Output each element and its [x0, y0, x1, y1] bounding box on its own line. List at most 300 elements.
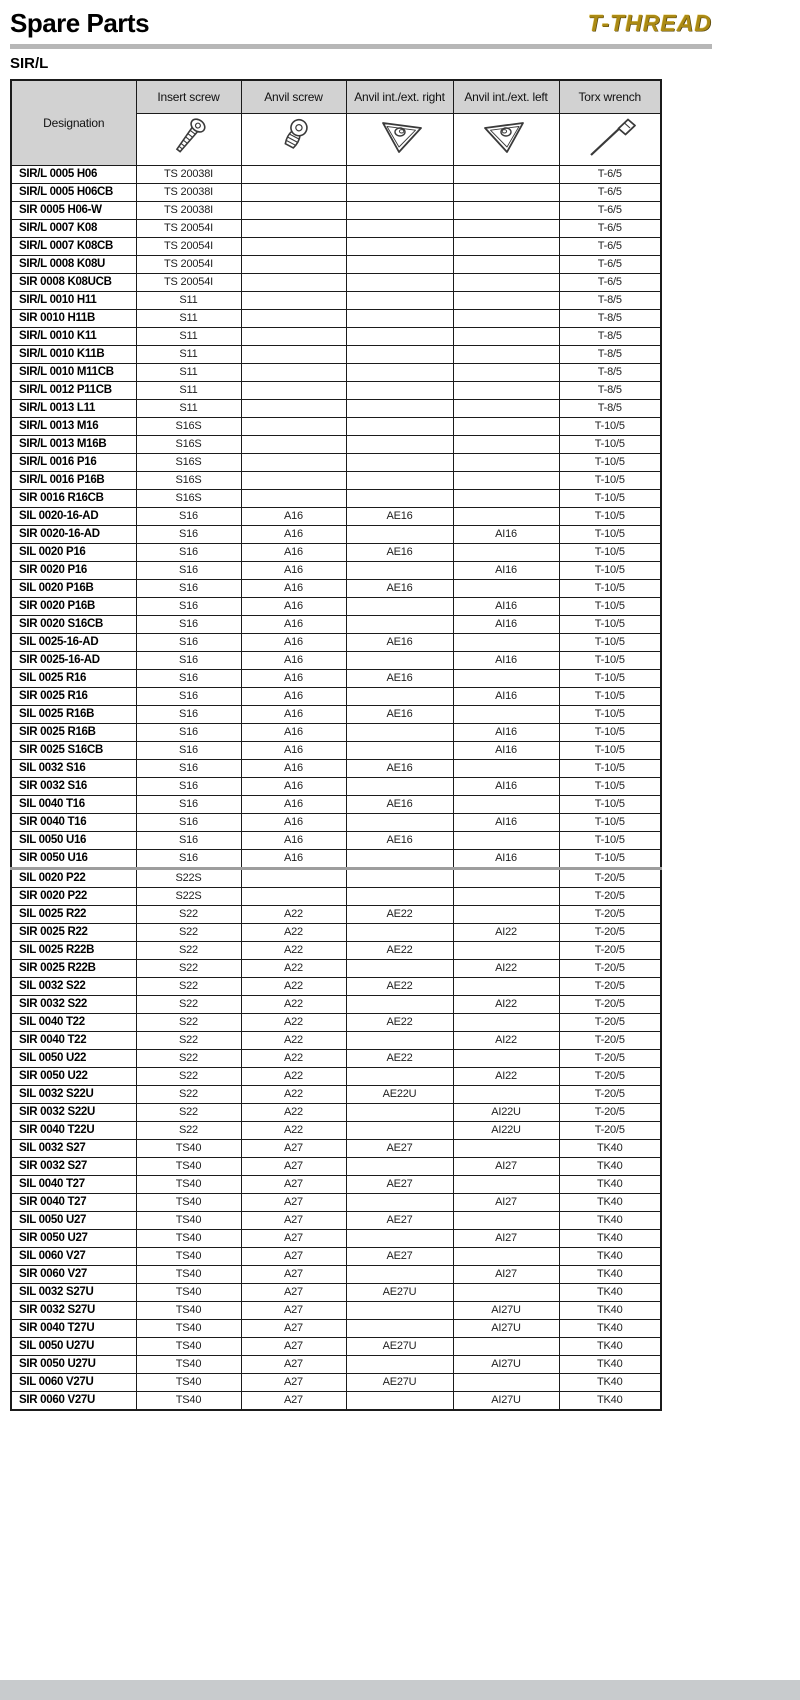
designation-cell: SIR 0050 U16 — [11, 849, 136, 868]
value-cell: A22 — [241, 1049, 346, 1067]
table-row — [11, 887, 661, 905]
value-cell: TS40 — [136, 1229, 241, 1247]
value-cell: TS 20054I — [136, 237, 241, 255]
designation-cell: SIR 0008 K08UCB — [11, 273, 136, 291]
value-cell: A22 — [241, 1085, 346, 1103]
value-cell: A16 — [241, 795, 346, 813]
value-cell — [453, 543, 559, 561]
table-row — [11, 633, 661, 651]
designation-cell: SIR 0025 R16B — [11, 723, 136, 741]
value-cell: A16 — [241, 723, 346, 741]
value-cell: S11 — [136, 327, 241, 345]
value-cell: TS40 — [136, 1211, 241, 1229]
value-cell: A16 — [241, 831, 346, 849]
value-cell: T-20/5 — [559, 868, 661, 887]
value-cell: S16S — [136, 417, 241, 435]
table-row — [11, 1121, 661, 1139]
value-cell: S16 — [136, 687, 241, 705]
value-cell: T-10/5 — [559, 813, 661, 831]
value-cell: S16 — [136, 831, 241, 849]
value-cell: AI22 — [453, 1067, 559, 1085]
value-cell: TK40 — [559, 1373, 661, 1391]
value-cell: AE16 — [346, 669, 453, 687]
designation-cell: SIR 0060 V27 — [11, 1265, 136, 1283]
designation-cell: SIR 0040 T16 — [11, 813, 136, 831]
designation-cell: SIL 0025 R22B — [11, 941, 136, 959]
value-cell — [453, 669, 559, 687]
value-cell: AI27 — [453, 1157, 559, 1175]
value-cell: T-20/5 — [559, 1121, 661, 1139]
value-cell — [241, 471, 346, 489]
value-cell — [346, 687, 453, 705]
table-row — [11, 1229, 661, 1247]
value-cell — [453, 489, 559, 507]
value-cell: T-10/5 — [559, 651, 661, 669]
value-cell — [453, 219, 559, 237]
designation-cell: SIL 0020-16-AD — [11, 507, 136, 525]
value-cell — [346, 923, 453, 941]
value-cell: A27 — [241, 1175, 346, 1193]
value-cell: T-10/5 — [559, 723, 661, 741]
value-cell: AI16 — [453, 561, 559, 579]
designation-cell: SIR 0032 S27 — [11, 1157, 136, 1175]
value-cell: A16 — [241, 561, 346, 579]
value-cell — [453, 363, 559, 381]
value-cell — [453, 1373, 559, 1391]
value-cell: T-6/5 — [559, 165, 661, 183]
table-row — [11, 831, 661, 849]
designation-cell: SIR/L 0010 K11B — [11, 345, 136, 363]
column-header-anvil-right: Anvil int./ext. right — [346, 80, 453, 113]
table-row — [11, 687, 661, 705]
value-cell: A27 — [241, 1139, 346, 1157]
value-cell — [346, 255, 453, 273]
value-cell: A22 — [241, 1121, 346, 1139]
designation-cell: SIR 0040 T22 — [11, 1031, 136, 1049]
value-cell: T-20/5 — [559, 923, 661, 941]
designation-cell: SIR/L 0013 M16 — [11, 417, 136, 435]
table-row — [11, 705, 661, 723]
value-cell: T-10/5 — [559, 633, 661, 651]
value-cell: T-8/5 — [559, 345, 661, 363]
table-row — [11, 1247, 661, 1265]
table-row — [11, 849, 661, 868]
table-row — [11, 723, 661, 741]
value-cell: S11 — [136, 309, 241, 327]
designation-cell: SIR 0010 H11B — [11, 309, 136, 327]
designation-cell: SIL 0060 V27 — [11, 1247, 136, 1265]
value-cell: S16 — [136, 561, 241, 579]
value-cell: T-20/5 — [559, 905, 661, 923]
value-cell: A27 — [241, 1301, 346, 1319]
value-cell: S16S — [136, 471, 241, 489]
value-cell — [241, 435, 346, 453]
table-row — [11, 561, 661, 579]
value-cell: AI16 — [453, 777, 559, 795]
designation-cell: SIR 0050 U22 — [11, 1067, 136, 1085]
value-cell: T-10/5 — [559, 507, 661, 525]
value-cell: AI27U — [453, 1355, 559, 1373]
value-cell: TS40 — [136, 1139, 241, 1157]
parts-table-body — [11, 165, 661, 1410]
table-row — [11, 489, 661, 507]
value-cell: T-20/5 — [559, 1049, 661, 1067]
value-cell — [241, 165, 346, 183]
value-cell — [453, 868, 559, 887]
value-cell — [241, 417, 346, 435]
value-cell: S22 — [136, 1013, 241, 1031]
value-cell: S22 — [136, 1121, 241, 1139]
value-cell — [346, 273, 453, 291]
designation-cell: SIL 0025 R16 — [11, 669, 136, 687]
value-cell: AE22 — [346, 941, 453, 959]
value-cell: TK40 — [559, 1139, 661, 1157]
value-cell: T-20/5 — [559, 995, 661, 1013]
value-cell: AE27 — [346, 1175, 453, 1193]
value-cell: AE22 — [346, 1049, 453, 1067]
value-cell: TS40 — [136, 1337, 241, 1355]
value-cell: A16 — [241, 705, 346, 723]
table-row — [11, 345, 661, 363]
value-cell: AI27 — [453, 1229, 559, 1247]
value-cell: S22 — [136, 959, 241, 977]
table-row — [11, 183, 661, 201]
table-row — [11, 813, 661, 831]
value-cell: A27 — [241, 1337, 346, 1355]
table-row — [11, 1301, 661, 1319]
value-cell — [346, 1319, 453, 1337]
table-row — [11, 795, 661, 813]
value-cell: A16 — [241, 543, 346, 561]
value-cell: S16 — [136, 795, 241, 813]
designation-header: Designation — [11, 80, 136, 165]
value-cell: T-20/5 — [559, 959, 661, 977]
value-cell: A27 — [241, 1373, 346, 1391]
value-cell — [453, 1337, 559, 1355]
value-cell: S16 — [136, 813, 241, 831]
designation-cell: SIR 0040 T22U — [11, 1121, 136, 1139]
value-cell — [453, 905, 559, 923]
designation-cell: SIL 0025-16-AD — [11, 633, 136, 651]
value-cell — [453, 705, 559, 723]
table-row — [11, 651, 661, 669]
table-row — [11, 1085, 661, 1103]
value-cell: S16 — [136, 525, 241, 543]
designation-cell: SIL 0050 U16 — [11, 831, 136, 849]
value-cell — [346, 471, 453, 489]
value-cell: A27 — [241, 1265, 346, 1283]
value-cell: AE27U — [346, 1373, 453, 1391]
designation-cell: SIR/L 0013 L11 — [11, 399, 136, 417]
designation-cell: SIL 0025 R22 — [11, 905, 136, 923]
value-cell: TK40 — [559, 1193, 661, 1211]
value-cell: T-6/5 — [559, 255, 661, 273]
value-cell: A16 — [241, 849, 346, 868]
designation-cell: SIR 0025-16-AD — [11, 651, 136, 669]
value-cell: A27 — [241, 1283, 346, 1301]
value-cell: AI27U — [453, 1319, 559, 1337]
value-cell — [346, 1121, 453, 1139]
value-cell: A22 — [241, 1067, 346, 1085]
value-cell: T-10/5 — [559, 597, 661, 615]
table-row — [11, 1319, 661, 1337]
value-cell: AI16 — [453, 615, 559, 633]
value-cell: TS40 — [136, 1373, 241, 1391]
value-cell: AI22U — [453, 1103, 559, 1121]
table-row — [11, 417, 661, 435]
table-row — [11, 1283, 661, 1301]
value-cell — [241, 255, 346, 273]
table-row — [11, 1031, 661, 1049]
value-cell: S22S — [136, 887, 241, 905]
value-cell: AE16 — [346, 633, 453, 651]
value-cell — [453, 399, 559, 417]
value-cell: A27 — [241, 1211, 346, 1229]
table-row — [11, 471, 661, 489]
value-cell: S22 — [136, 923, 241, 941]
value-cell: S16S — [136, 453, 241, 471]
table-row — [11, 741, 661, 759]
value-cell: T-8/5 — [559, 363, 661, 381]
designation-cell: SIR 0040 T27U — [11, 1319, 136, 1337]
table-row — [11, 1103, 661, 1121]
value-cell: T-10/5 — [559, 741, 661, 759]
page-title: Spare Parts — [10, 8, 150, 38]
value-cell — [453, 471, 559, 489]
value-cell — [241, 399, 346, 417]
page-header — [10, 8, 712, 39]
value-cell: A16 — [241, 615, 346, 633]
value-cell: T-6/5 — [559, 219, 661, 237]
table-row — [11, 291, 661, 309]
designation-cell: SIR/L 0008 K08U — [11, 255, 136, 273]
value-cell — [346, 1229, 453, 1247]
designation-cell: SIL 0020 P16 — [11, 543, 136, 561]
value-cell: TS40 — [136, 1283, 241, 1301]
value-cell: AI16 — [453, 651, 559, 669]
value-cell — [453, 417, 559, 435]
value-cell: T-10/5 — [559, 795, 661, 813]
designation-cell: SIL 0032 S16 — [11, 759, 136, 777]
value-cell: TS 20054I — [136, 255, 241, 273]
table-row — [11, 1193, 661, 1211]
value-cell — [346, 597, 453, 615]
value-cell — [241, 273, 346, 291]
value-cell — [346, 887, 453, 905]
value-cell: A22 — [241, 959, 346, 977]
value-cell: AI16 — [453, 597, 559, 615]
value-cell: AE16 — [346, 543, 453, 561]
value-cell — [453, 291, 559, 309]
value-cell — [346, 399, 453, 417]
table-row — [11, 399, 661, 417]
value-cell: S11 — [136, 381, 241, 399]
value-cell — [453, 1211, 559, 1229]
value-cell: AI16 — [453, 723, 559, 741]
value-cell — [241, 327, 346, 345]
value-cell — [453, 183, 559, 201]
value-cell: AE27U — [346, 1283, 453, 1301]
value-cell: A16 — [241, 651, 346, 669]
table-row — [11, 327, 661, 345]
value-cell — [241, 345, 346, 363]
table-row — [11, 1373, 661, 1391]
value-cell — [346, 813, 453, 831]
value-cell — [346, 1355, 453, 1373]
title-divider — [10, 44, 712, 49]
designation-cell: SIL 0032 S22U — [11, 1085, 136, 1103]
value-cell — [453, 795, 559, 813]
spare-parts-table — [10, 79, 662, 1411]
value-cell: TK40 — [559, 1355, 661, 1373]
value-cell: T-20/5 — [559, 1103, 661, 1121]
value-cell: S16 — [136, 741, 241, 759]
value-cell: TS40 — [136, 1193, 241, 1211]
value-cell — [346, 1193, 453, 1211]
designation-cell: SIR 0020 P22 — [11, 887, 136, 905]
value-cell — [346, 489, 453, 507]
value-cell: A27 — [241, 1157, 346, 1175]
value-cell: AE22 — [346, 905, 453, 923]
value-cell: T-10/5 — [559, 669, 661, 687]
value-cell: T-10/5 — [559, 471, 661, 489]
value-cell — [453, 435, 559, 453]
page-footer-bar — [0, 1680, 800, 1700]
table-row — [11, 1355, 661, 1373]
value-cell: A16 — [241, 741, 346, 759]
value-cell: A27 — [241, 1193, 346, 1211]
value-cell: TK40 — [559, 1157, 661, 1175]
value-cell: AE16 — [346, 579, 453, 597]
value-cell — [346, 741, 453, 759]
value-cell: A22 — [241, 941, 346, 959]
value-cell — [346, 183, 453, 201]
value-cell: T-10/5 — [559, 777, 661, 795]
value-cell — [241, 363, 346, 381]
designation-cell: SIL 0020 P16B — [11, 579, 136, 597]
designation-cell: SIL 0050 U22 — [11, 1049, 136, 1067]
value-cell: A22 — [241, 1013, 346, 1031]
value-cell: T-10/5 — [559, 579, 661, 597]
table-row — [11, 219, 661, 237]
value-cell: A22 — [241, 905, 346, 923]
column-header-insert-screw: Insert screw — [136, 80, 241, 113]
value-cell: A22 — [241, 923, 346, 941]
value-cell: T-20/5 — [559, 1031, 661, 1049]
value-cell: TS40 — [136, 1247, 241, 1265]
value-cell: T-6/5 — [559, 183, 661, 201]
value-cell: T-10/5 — [559, 759, 661, 777]
table-row — [11, 959, 661, 977]
value-cell: A22 — [241, 977, 346, 995]
table-row — [11, 597, 661, 615]
value-cell — [453, 309, 559, 327]
value-cell — [346, 615, 453, 633]
table-row — [11, 1175, 661, 1193]
value-cell — [453, 165, 559, 183]
value-cell: AI16 — [453, 813, 559, 831]
value-cell: T-10/5 — [559, 615, 661, 633]
value-cell: S22 — [136, 941, 241, 959]
value-cell: TK40 — [559, 1211, 661, 1229]
value-cell: S16 — [136, 723, 241, 741]
value-cell — [346, 201, 453, 219]
value-cell: S16 — [136, 507, 241, 525]
value-cell: S22 — [136, 905, 241, 923]
value-cell: AE27U — [346, 1337, 453, 1355]
value-cell: S16 — [136, 579, 241, 597]
designation-cell: SIR 0032 S22U — [11, 1103, 136, 1121]
designation-cell: SIR/L 0012 P11CB — [11, 381, 136, 399]
value-cell — [453, 1139, 559, 1157]
table-row — [11, 273, 661, 291]
anvil-screw-icon — [267, 114, 321, 165]
table-row — [11, 777, 661, 795]
table-row — [11, 669, 661, 687]
value-cell: A16 — [241, 525, 346, 543]
value-cell — [453, 507, 559, 525]
value-cell: S22 — [136, 1085, 241, 1103]
value-cell — [346, 1067, 453, 1085]
table-row — [11, 905, 661, 923]
value-cell: S16 — [136, 669, 241, 687]
value-cell — [346, 561, 453, 579]
insert-screw-icon — [162, 114, 216, 165]
value-cell: A27 — [241, 1319, 346, 1337]
column-label-row — [11, 80, 661, 113]
value-cell: S16S — [136, 435, 241, 453]
value-cell: AI16 — [453, 687, 559, 705]
value-cell: TS 20038I — [136, 201, 241, 219]
designation-cell: SIR 0020 P16B — [11, 597, 136, 615]
value-cell — [241, 887, 346, 905]
value-cell: T-10/5 — [559, 705, 661, 723]
value-cell — [241, 381, 346, 399]
value-cell: S16 — [136, 651, 241, 669]
column-header-torx-wrench: Torx wrench — [559, 80, 661, 113]
value-cell: TS40 — [136, 1157, 241, 1175]
value-cell — [346, 309, 453, 327]
designation-cell: SIR 0032 S22 — [11, 995, 136, 1013]
value-cell — [346, 995, 453, 1013]
torx-wrench-icon — [580, 114, 640, 165]
value-cell: AE16 — [346, 507, 453, 525]
value-cell: AI16 — [453, 525, 559, 543]
designation-cell: SIR 0025 S16CB — [11, 741, 136, 759]
designation-cell: SIR 0040 T27 — [11, 1193, 136, 1211]
table-row — [11, 525, 661, 543]
value-cell: S11 — [136, 291, 241, 309]
value-cell: S16S — [136, 489, 241, 507]
value-cell — [346, 651, 453, 669]
value-cell: S22S — [136, 868, 241, 887]
designation-cell: SIL 0032 S22 — [11, 977, 136, 995]
value-cell — [346, 1031, 453, 1049]
value-cell: S11 — [136, 345, 241, 363]
designation-cell: SIL 0050 U27U — [11, 1337, 136, 1355]
table-row — [11, 507, 661, 525]
designation-cell: SIL 0025 R16B — [11, 705, 136, 723]
value-cell — [453, 579, 559, 597]
column-header-anvil-screw: Anvil screw — [241, 80, 346, 113]
table-row — [11, 1049, 661, 1067]
value-cell: S16 — [136, 633, 241, 651]
value-cell: TK40 — [559, 1337, 661, 1355]
table-row — [11, 579, 661, 597]
table-row — [11, 1013, 661, 1031]
table-row — [11, 201, 661, 219]
value-cell: AI27 — [453, 1193, 559, 1211]
